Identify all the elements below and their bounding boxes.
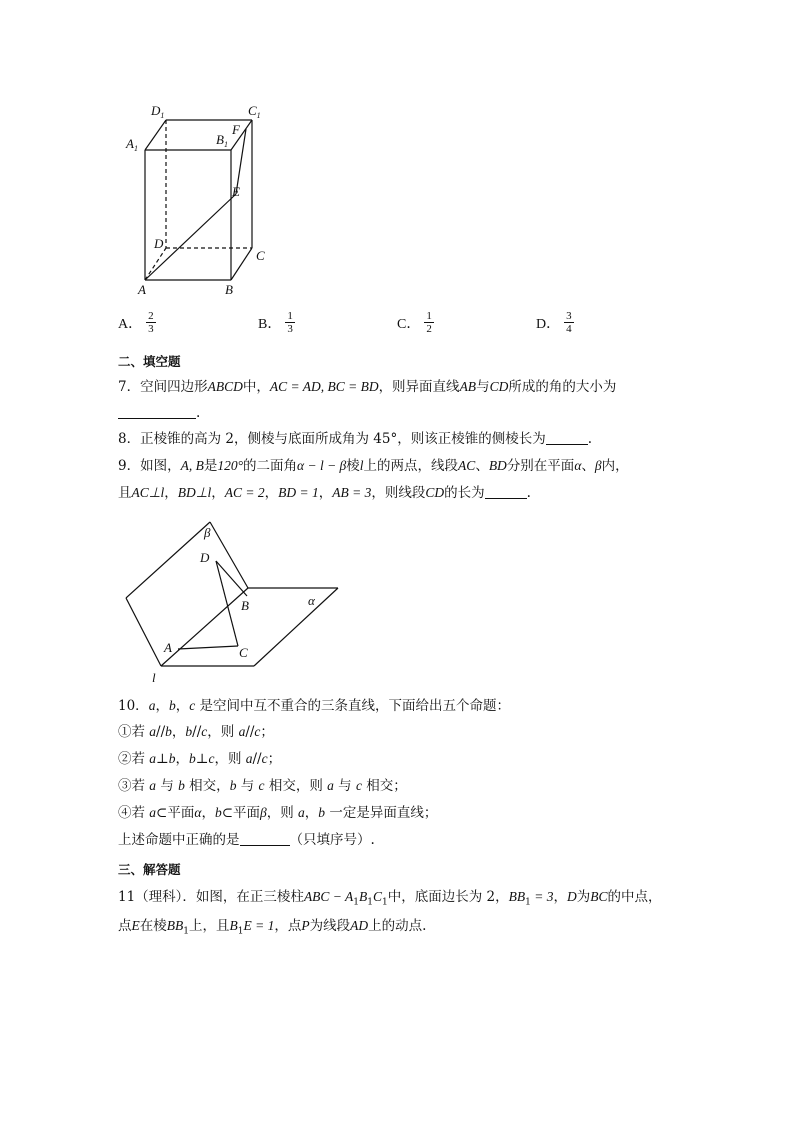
hidden-edge-a-d xyxy=(145,248,166,280)
q10-b: b xyxy=(168,698,176,713)
p2-h: ，则 xyxy=(214,751,246,767)
p1-d: ， xyxy=(171,724,186,740)
q11-t6: ， xyxy=(553,889,568,905)
q11-bb2: BB xyxy=(166,918,184,933)
p1-k: c xyxy=(254,724,261,739)
q11-t18: ，点 xyxy=(274,918,302,934)
plane-beta-left xyxy=(126,598,161,666)
option-a-fraction xyxy=(146,310,156,335)
option-b xyxy=(258,310,295,335)
label-alpha: α xyxy=(308,593,315,608)
section-solve-heading: 三、解答题 xyxy=(118,862,181,877)
q10-num: 10． xyxy=(118,698,149,714)
q11-t15: 上，且 xyxy=(188,918,230,934)
q11-t20: 为线段 xyxy=(309,918,351,934)
p3-b: 与 xyxy=(156,778,179,794)
p3-i: a xyxy=(327,778,334,793)
q9-dihedral: α − l − β xyxy=(297,458,347,473)
q9-beta: β xyxy=(594,458,602,473)
p1-c: b xyxy=(165,724,172,739)
p3-c: b xyxy=(178,778,185,793)
q9-t26: ， xyxy=(318,485,333,501)
option-d-num: 3 xyxy=(566,310,572,322)
label-l: l xyxy=(152,670,156,685)
p1-i: a xyxy=(238,724,246,739)
q11-t8: 为 xyxy=(576,889,591,905)
question-7 xyxy=(118,378,616,396)
section-fill-in-heading: 二、填空题 xyxy=(118,354,181,369)
p4-l: 一定是异面直线； xyxy=(325,805,438,821)
question-11-line-2 xyxy=(118,917,426,941)
option-b-letter: B． xyxy=(258,316,282,332)
q11-prism-a: ABC − A xyxy=(303,889,354,904)
p3-j: 与 xyxy=(333,778,356,794)
p3-l: 相交； xyxy=(361,778,407,794)
q11-sub3: 1 xyxy=(382,897,388,908)
label-b1: $B_1$ xyxy=(216,132,228,149)
p4-a: a xyxy=(149,805,157,820)
q7-line-ab: AB xyxy=(459,379,477,394)
q9-t1: 9．如图， xyxy=(118,458,181,474)
p3-a: a xyxy=(149,778,157,793)
q7-end: . xyxy=(196,405,201,421)
dihedral-figure xyxy=(118,515,348,685)
p4-g: β xyxy=(260,805,267,820)
q7-answer-blank[interactable] xyxy=(118,405,196,419)
q9-angle: 120° xyxy=(217,458,243,473)
q9-ac-len: AC = 2 xyxy=(224,485,265,500)
q9-t5: 的二面角 xyxy=(243,458,297,474)
q11-t3: 中，底面边长为 2， xyxy=(387,889,509,905)
prism-figure xyxy=(118,96,278,296)
q11-p: P xyxy=(301,918,310,933)
p4-f: ⊂平面 xyxy=(221,805,261,821)
option-d-fraction xyxy=(564,310,574,335)
q10-proposition-3 xyxy=(118,777,407,795)
p3-h: 相交，则 xyxy=(264,778,328,794)
option-d-den: 4 xyxy=(566,323,572,335)
option-b-den: 3 xyxy=(287,323,293,335)
p4-k: b xyxy=(318,805,326,820)
label-beta: β xyxy=(204,525,211,540)
q11-t13: 在棱 xyxy=(139,918,167,934)
label-a: A xyxy=(164,640,172,655)
option-b-num: 1 xyxy=(287,310,293,322)
q11-bb-len: = 3 xyxy=(530,889,554,904)
p1-b: // xyxy=(156,724,166,740)
question-8 xyxy=(118,430,592,448)
q9-t13: 分别在平面 xyxy=(506,458,575,474)
q11-b1: B xyxy=(229,918,238,933)
q7-line-cd: CD xyxy=(489,379,509,394)
label-b: B xyxy=(225,282,233,296)
p1-a: a xyxy=(149,724,157,739)
q10-proposition-2 xyxy=(118,750,281,768)
p2-f: ⊥ xyxy=(195,751,209,767)
p2-l: ； xyxy=(267,751,282,767)
q7-text-i: 所成的角的大小为 xyxy=(508,379,617,395)
q9-t20: ， xyxy=(164,485,178,501)
p1-n: ①若 xyxy=(118,724,150,740)
option-c xyxy=(397,310,434,335)
q10-ask-end: （只填序号）. xyxy=(289,832,375,848)
q10-proposition-1 xyxy=(118,723,274,741)
label-e: E xyxy=(232,184,240,199)
q7-text-g: 与 xyxy=(476,379,490,395)
q9-t18: 且 xyxy=(118,485,132,501)
q10-proposition-4 xyxy=(118,804,437,822)
q11-sub5: 1 xyxy=(183,926,189,937)
q9-bd-perp: BD⊥l xyxy=(177,485,212,500)
option-c-fraction xyxy=(424,310,434,335)
q7-text-c: 中， xyxy=(242,379,270,395)
label-d: D xyxy=(154,236,164,251)
p3-f: 与 xyxy=(236,778,259,794)
option-a xyxy=(118,310,156,335)
q11-sub4: 1 xyxy=(525,897,531,908)
p2-n: ②若 xyxy=(118,751,150,767)
plane-beta-top xyxy=(126,522,210,598)
p1-j: // xyxy=(245,724,255,740)
p1-l: ； xyxy=(260,724,274,740)
q11-b1e: E = 1 xyxy=(243,918,275,933)
q11-t22: 上的动点. xyxy=(368,918,427,934)
q11-sub1: 1 xyxy=(353,897,360,908)
q9-end: . xyxy=(526,485,531,501)
q9-bd: BD xyxy=(488,458,507,473)
q9-ac: AC xyxy=(458,458,476,473)
q11-t10: 的中点， xyxy=(607,889,662,905)
q11-sub6: 1 xyxy=(237,926,244,937)
p2-k: c xyxy=(261,751,268,766)
q9-alpha: α xyxy=(574,458,582,473)
p4-b: ⊂平面 xyxy=(156,805,195,821)
question-11-line-1 xyxy=(118,888,662,912)
p3-e: b xyxy=(229,778,237,793)
q10-sep2: ， xyxy=(175,698,190,714)
plane-beta-right xyxy=(210,522,248,588)
option-d xyxy=(536,310,574,335)
option-d-letter: D． xyxy=(536,316,561,332)
q9-points-ab: A, B xyxy=(180,458,204,473)
q11-ad: AD xyxy=(350,918,369,933)
p4-j: ， xyxy=(304,805,319,821)
p4-i: a xyxy=(298,805,305,820)
option-c-den: 2 xyxy=(426,323,432,335)
label-c: C xyxy=(256,248,265,263)
label-d1: $D_1$ xyxy=(151,103,165,120)
p1-h: ，则 xyxy=(207,724,239,740)
p2-c: b xyxy=(168,751,176,766)
p2-i: a xyxy=(245,751,253,766)
q11-t11: 点 xyxy=(118,918,132,934)
q10-c: c xyxy=(189,698,196,713)
q7-text-e: ，则异面直线 xyxy=(378,379,460,395)
option-c-num: 1 xyxy=(426,310,432,322)
q11-bb: BB xyxy=(508,889,526,904)
p2-j: // xyxy=(252,751,262,767)
q11-sub2: 1 xyxy=(367,897,374,908)
p2-e: b xyxy=(189,751,196,766)
q9-cd: CD xyxy=(425,485,445,500)
q9-t30: 的长为 xyxy=(444,485,485,501)
question-9-line-1 xyxy=(118,457,629,475)
q9-t9: 上的两点，线段 xyxy=(363,458,459,474)
q10-a: a xyxy=(148,698,156,713)
p4-h: ，则 xyxy=(266,805,299,821)
p2-a: a xyxy=(149,751,157,766)
label-b: B xyxy=(241,598,249,613)
p1-e: b xyxy=(185,724,193,739)
option-c-letter: C． xyxy=(397,316,421,332)
q9-t7: 棱 xyxy=(346,458,360,474)
q9-t15: 、 xyxy=(581,458,595,474)
q9-t24: ， xyxy=(264,485,279,501)
q9-t22: ， xyxy=(211,485,225,501)
plane-alpha-right xyxy=(254,588,338,666)
edge-a1-d1 xyxy=(145,120,166,150)
q11-d: D xyxy=(567,889,577,904)
q8-end: . xyxy=(587,431,592,447)
q7-quad: ABCD xyxy=(207,379,243,394)
edge-b-c xyxy=(231,248,252,280)
label-d: D xyxy=(200,550,210,565)
q11-t1: 11（理科）．如图，在正三棱柱 xyxy=(118,889,304,905)
p3-d: 相交， xyxy=(184,778,230,794)
p2-g: c xyxy=(208,751,215,766)
question-10-stem xyxy=(118,697,510,715)
label-f: F xyxy=(232,122,240,137)
q11-e: E xyxy=(131,918,140,933)
label-c1: $C_1$ xyxy=(248,103,261,120)
p2-d: ， xyxy=(175,751,189,767)
q7-condition: AC = AD, BC = BD xyxy=(269,379,379,394)
q11-bc: BC xyxy=(590,889,608,904)
label-a: A xyxy=(138,282,146,296)
q9-answer-blank[interactable] xyxy=(485,485,527,499)
q10-sep1: ， xyxy=(155,698,169,714)
p1-g: c xyxy=(201,724,208,739)
q9-t3: 是 xyxy=(203,458,218,474)
q9-ab-len: AB = 3 xyxy=(332,485,372,500)
question-7-answer-line xyxy=(118,404,200,422)
q9-t11: 、 xyxy=(475,458,489,474)
p4-n: ④若 xyxy=(118,805,150,821)
option-b-fraction xyxy=(285,310,295,335)
p3-g: c xyxy=(258,778,265,793)
p3-n: ③若 xyxy=(118,778,150,794)
p4-d: ， xyxy=(201,805,215,821)
p1-f: // xyxy=(192,724,202,740)
edge-l xyxy=(161,588,248,666)
q10-answer-blank[interactable] xyxy=(240,832,290,846)
q10-stem-text: 是空间中互不重合的三条直线，下面给出五个命题： xyxy=(195,698,510,714)
q11-prism-c: C xyxy=(373,889,383,904)
p4-c: α xyxy=(194,805,202,820)
q8-answer-blank[interactable] xyxy=(546,431,588,445)
p2-b: ⊥ xyxy=(156,751,169,767)
option-a-den: 3 xyxy=(148,323,154,335)
q11-prism-b: B xyxy=(359,889,368,904)
label-a1: $A_1$ xyxy=(126,136,138,153)
option-a-num: 2 xyxy=(148,310,154,322)
label-c: C xyxy=(239,645,248,660)
q9-bd-len: BD = 1 xyxy=(278,485,319,500)
segment-a-c xyxy=(178,646,238,649)
q8-text: 8．正棱锥的高为 2，侧棱与底面所成角为 45°，则该正棱锥的侧棱长为 xyxy=(118,431,546,447)
q9-t28: ，则线段 xyxy=(371,485,426,501)
q10-ask xyxy=(118,831,375,849)
q10-ask-text: 上述命题中正确的是 xyxy=(118,832,240,848)
question-9-line-2 xyxy=(118,484,531,502)
q9-edge-l: l xyxy=(359,458,364,473)
p4-e: b xyxy=(214,805,222,820)
q9-t17: 内， xyxy=(601,458,629,474)
q9-ac-perp: AC⊥l xyxy=(131,485,165,500)
p3-k: c xyxy=(355,778,362,793)
q7-text-a: 7．空间四边形 xyxy=(118,379,208,395)
option-a-letter: A． xyxy=(118,316,143,332)
